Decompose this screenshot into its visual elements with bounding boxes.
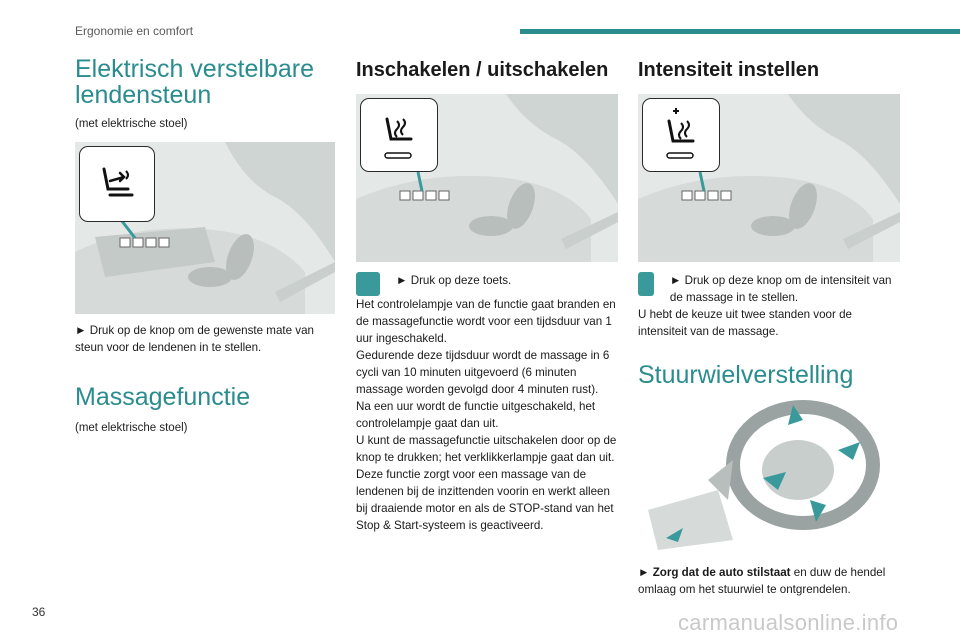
intensity-text bbox=[638, 272, 904, 340]
intensity-body: U hebt de keuze uit twee standen voor de intensiteit van de massage. bbox=[638, 308, 852, 338]
intensity-seat-figure bbox=[638, 94, 900, 262]
steering-instruction bbox=[638, 564, 904, 598]
intensity-instruction: ► Druk op deze knop om de intensiteit van de massage in te stellen. bbox=[669, 274, 892, 304]
lumbar-title-line1: Elektrisch verstelbare bbox=[75, 55, 314, 83]
massage-intensity-icon bbox=[642, 98, 720, 172]
activation-instruction: ► Druk op deze toets. bbox=[396, 274, 512, 287]
page-number: 36 bbox=[32, 605, 46, 619]
massage-seat-icon bbox=[360, 98, 438, 172]
column-intensity bbox=[638, 52, 904, 598]
column-lumbar bbox=[75, 52, 337, 434]
intensity-button-icon bbox=[638, 272, 654, 296]
steering-instruction-bold: ► Zorg dat de auto stilstaat bbox=[638, 566, 791, 579]
steering-wheel-figure bbox=[638, 400, 900, 550]
massage-title: Massagefunctie bbox=[75, 383, 251, 411]
lumbar-instruction: ► Druk op de knop om de gewenste mate van steun voor de lendenen in te stellen. bbox=[75, 324, 314, 354]
lumbar-title bbox=[75, 56, 337, 108]
activation-title: Inschakelen / uitschakelen bbox=[356, 59, 609, 81]
massage-seat-figure bbox=[356, 94, 618, 262]
section-label: Ergonomie en comfort bbox=[75, 24, 194, 38]
massage-subtitle: (met elektrische stoel) bbox=[75, 422, 188, 434]
intensity-title: Intensiteit instellen bbox=[638, 59, 820, 81]
activation-text bbox=[356, 272, 622, 534]
watermark: carmanualsonline.info bbox=[678, 610, 899, 635]
massage-button-icon bbox=[356, 272, 380, 296]
column-activation bbox=[356, 52, 622, 534]
lumbar-title-line2: lendensteun bbox=[75, 81, 212, 109]
activation-body: Het controlelampje van de functie gaat branden en de massagefunctie wordt voor een tijdsduur van 1 uur ingeschakeld. Gedurende deze tijdsduur wordt de massage in 6 cycli van 10 minuten uitgevoerd (6 minuten massage worden gevolgd door 4 minuten rust). Na een uur wordt de functie uitgeschakeld, het controlelampje gaat dan uit. U kunt de massagefunctie uitschakelen door op de knop te drukken; het verklikkerlampje gaat dan uit. Deze functie zorgt voor een massage van de lendenen bij de inzittenden voorin en werkt alleen bij draaiende motor en als de STOP-stand van het Stop & Start-systeem is geactiveerd. bbox=[356, 298, 617, 532]
steering-wheel-illustration bbox=[638, 400, 900, 550]
lumbar-subtitle: (met elektrische stoel) bbox=[75, 118, 188, 130]
lumbar-seat-icon bbox=[79, 146, 155, 222]
lumbar-seat-figure bbox=[75, 142, 335, 314]
steering-title: Stuurwielverstelling bbox=[638, 361, 854, 389]
steering-instruction-rest: en duw de hendel omlaag om het stuurwiel te ontgrendelen. bbox=[638, 566, 886, 596]
header-accent-bar bbox=[520, 29, 960, 34]
